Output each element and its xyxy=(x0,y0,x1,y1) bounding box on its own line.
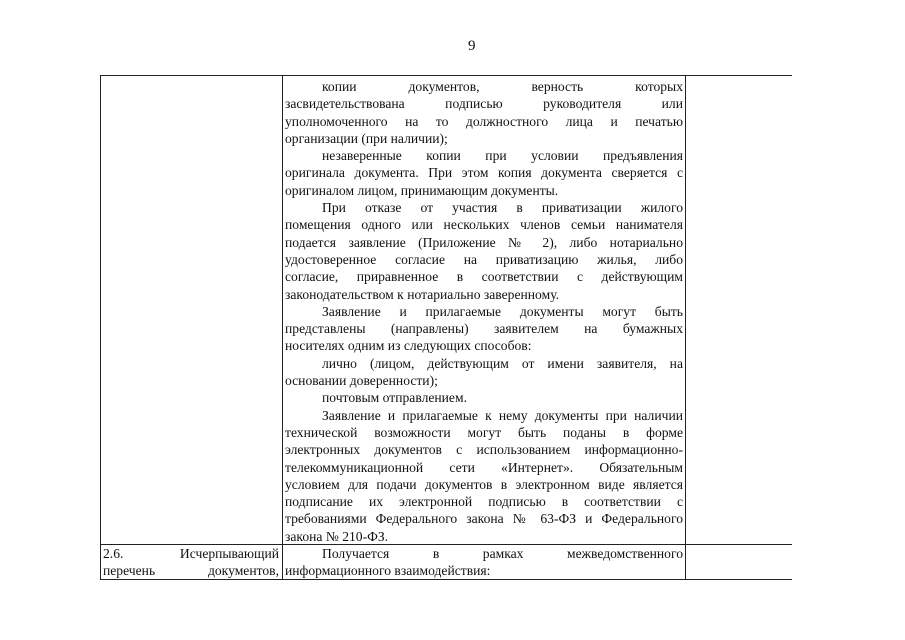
row1-description-line: почтовым отправлением. xyxy=(322,390,467,406)
row1-description-line: уполномоченного на то должностного лица и печатью xyxy=(285,113,683,129)
row1-description-line: носителях одним из следующих способов: xyxy=(285,338,532,354)
row1-description-line: электронных документов с использованием информационно- xyxy=(285,442,683,458)
row1-description-line: представлены (направлены) заявителем на бумажных xyxy=(285,321,683,337)
row1-description-line: основании доверенности); xyxy=(285,373,438,389)
row1-description-cell xyxy=(285,78,683,545)
row1-description-line: копии документов, верность которых xyxy=(322,79,683,94)
row1-description-line: удостоверенное согласие на приватизацию жилья, либо xyxy=(285,251,683,267)
row1-description-line: технической возможности могут быть поданы в форме xyxy=(285,424,683,440)
row1-description-line: оригиналом лицом, принимающим документы. xyxy=(285,182,559,198)
row1-description-line: закона № 210-ФЗ. xyxy=(285,528,389,544)
row1-description-line: лично (лицом, действующим от имени заявителя, на xyxy=(322,355,683,371)
row1-description-line: согласие, приравненное в соответствии с действующим xyxy=(285,269,683,285)
row1-description-line: законодательством к нотариально заверенному. xyxy=(285,286,560,302)
row1-description-line: помещения одного или нескольких членов семьи нанимателя xyxy=(285,217,683,233)
page-number: 9 xyxy=(468,38,476,54)
row1-description-line: засвидетельствована подписью руководителя или xyxy=(285,96,683,112)
column-divider-2 xyxy=(685,75,686,580)
row1-description-line: подписание их электронной подписью в соответствии с xyxy=(285,494,683,510)
row1-description-line: требованиями Федерального закона № 63-ФЗ и Федерального xyxy=(285,511,683,527)
row2-title-line: перечень документов, xyxy=(103,563,279,579)
table-top-border xyxy=(100,75,792,76)
row1-description-line: оригинала документа. При этом копия документа сверяется с xyxy=(285,165,683,181)
row2-description-line: Получается в рамках межведомственного xyxy=(322,546,683,561)
row1-description-line: условием для подачи документов в электронном виде является xyxy=(285,476,683,492)
row1-description-line: При отказе от участия в приватизации жилого xyxy=(322,200,683,216)
row1-description-line: подается заявление (Приложение № 2), либо нотариально xyxy=(285,234,683,250)
row1-description-line: Заявление и прилагаемые документы могут быть xyxy=(322,303,683,319)
row1-description-line: телекоммуникационной сети «Интернет». Обязательным xyxy=(285,459,683,475)
column-divider-1 xyxy=(282,75,283,580)
row2-title-line: 2.6. Исчерпывающий xyxy=(103,546,279,561)
row2-description-cell xyxy=(285,545,683,580)
row1-description-line: незаверенные копии при условии предъявления xyxy=(322,148,683,164)
row2-description-line: информационного взаимодействия: xyxy=(285,563,491,579)
table-left-border xyxy=(100,75,101,580)
row1-description-line: Заявление и прилагаемые к нему документы при наличии xyxy=(322,407,683,423)
row1-description-line: организации (при наличии); xyxy=(285,130,448,146)
row2-title-cell xyxy=(103,545,279,580)
